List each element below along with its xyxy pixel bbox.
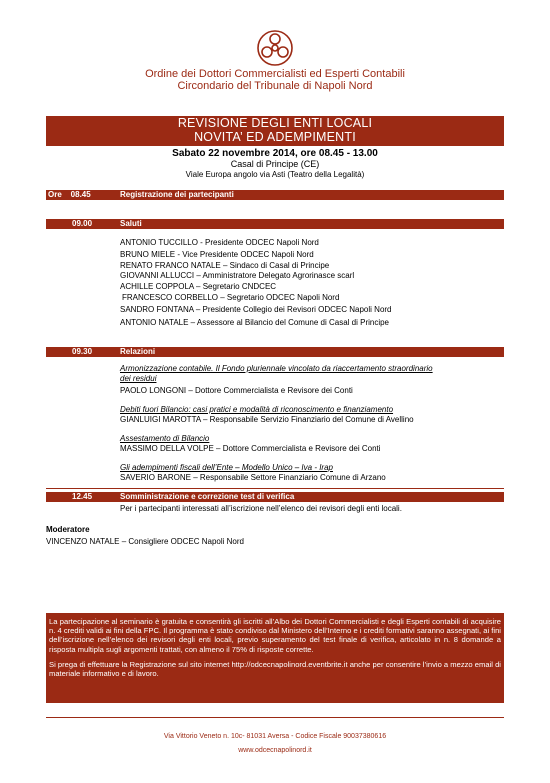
title-banner [46,116,504,146]
greeting-item: SANDRO FONTANA – Presidente Collegio dei Revisori ODCEC Napoli Nord [120,305,392,314]
moderator-heading: Moderatore [46,525,90,534]
talk-topic: Armonizzazione contabile. Il Fondo pluriennale vincolato da riaccertamento straordinario [120,364,433,373]
notice-paragraph: La partecipazione al seminario è gratuita e consentirà gli iscritti all’Albo dei Dottori Commercialisti e degli Esperti contabili di acquisire n. 4 crediti validi ai fini della FPC. Il programma è stato condiviso dal Ministero dell’Interno e i crediti formativi saranno assegnati, ai fini dell’iscrizione nell’elenco dei revisori degli enti locali, previo superamento del test finale di verifica, articolato in n. 8 domande a risposta multipla sugli argomenti trattati, con almeno il 75% di risposte corrette. [49,617,501,654]
schedule-bar-test [46,492,504,502]
talk-topic: Assestamento di Bilancio [120,434,210,443]
schedule-time: Ore 08.45 [48,190,91,199]
schedule-bar-registration [46,190,504,200]
odcec-logo [255,28,295,68]
title-line1: REVISIONE DEGLI ENTI LOCALI [177,116,373,130]
schedule-label: Somministrazione e correzione test di verifica [120,492,295,501]
org-name: Ordine dei Dottori Commercialisti ed Esperti Contabili [145,68,405,80]
greeting-item: ANTONIO NATALE – Assessore al Bilancio del Comune di Casal di Principe [120,318,390,327]
divider [46,488,504,489]
notice-registration: Si prega di effettuare la Registrazione sul sito internet http://odcecnapolinord.eventbrite.it anche per consentire l’invio a mezzo email di materiale informativo e di lavoro. [49,659,501,679]
talk-speaker: PAOLO LONGONI – Dottore Commercialista e Revisore dei Conti [120,386,353,395]
test-note: Per i partecipanti interessati all’iscrizione nell’elenco dei revisori degli enti locali. [120,504,402,513]
greeting-item: RENATO FRANCO NATALE – Sindaco di Casal di Principe [120,261,330,270]
info-notice [46,613,504,703]
greeting-item: FRANCESCO CORBELLO – Segretario ODCEC Napoli Nord [122,293,340,302]
event-address: Viale Europa angolo via Asti (Teatro della Legalità) [185,170,365,179]
event-place: Casal di Principe (CE) [230,159,320,169]
footer-divider [46,717,504,718]
schedule-time: 12.45 [72,492,93,501]
schedule-time: 09.30 [72,347,93,356]
greeting-item: GIOVANNI ALLUCCI – Amministratore Delegato Agrorinasce scarl [120,271,355,280]
schedule-label: Relazioni [120,347,156,356]
event-date: Sabato 22 novembre 2014, ore 08.45 - 13.00 [172,148,378,159]
greeting-item: ANTONIO TUCCILLO - Presidente ODCEC Napoli Nord [120,238,319,247]
footer-address: Via Vittorio Veneto n. 10c- 81031 Aversa - Codice Fiscale 90037380616 [163,733,387,740]
greeting-item: ACHILLE COPPOLA – Segretario CNDCEC [120,282,277,291]
org-circondario: Circondario del Tribunale di Napoli Nord [177,80,373,92]
talk-speaker: SAVERIO BARONE – Responsabile Settore Finanziario Comune di Arzano [120,473,386,482]
schedule-bar-saluti [46,219,504,229]
title-line2: NOVITA’ ED ADEMPIMENTI [194,130,356,144]
talk-topic: Gli adempimenti fiscali dell’Ente – Modello Unico – Iva - Irap [120,463,333,472]
talk-topic: Debiti fuori Bilancio: casi pratici e modalità di riconoscimento e finanziamento [120,405,394,414]
greeting-item: BRUNO MIELE - Vice Presidente ODCEC Napoli Nord [120,250,314,259]
footer-website[interactable]: www.odcecnapolinord.it [238,747,312,754]
moderator-name: VINCENZO NATALE – Consigliere ODCEC Napoli Nord [46,537,244,546]
schedule-time: 09.00 [72,219,93,228]
talk-speaker: MASSIMO DELLA VOLPE – Dottore Commercialista e Revisore dei Conti [120,444,381,453]
schedule-label: Registrazione dei partecipanti [120,190,234,199]
talk-topic: dei residui [120,374,157,383]
schedule-label: Saluti [120,219,142,228]
talk-speaker: GIANLUIGI MAROTTA – Responsabile Servizio Finanziario del Comune di Avellino [120,415,414,424]
schedule-bar-relazioni [46,347,504,357]
